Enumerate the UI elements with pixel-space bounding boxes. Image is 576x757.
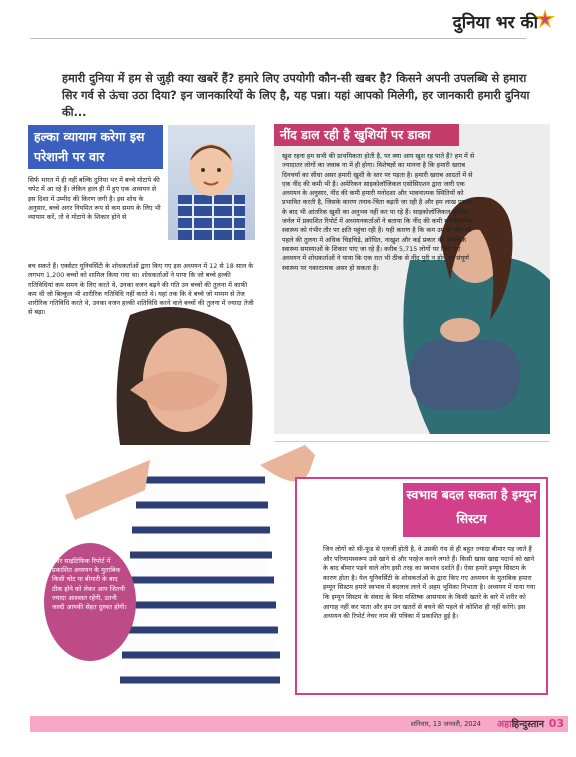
article-pink-body: जिन लोगों को सी-फूड से एलर्जी होती है, वे उसकी गंध से ही बहुत ज्यादा बीमार पड़ जाते हैं और परिणामस्वरूप उसे खाने से और परहेज करने लगते हैं। किसी खास खाद्य पदार्थ को खाने के बाद बीमार पड़ने वाले लोग इसी तरह का स्वभाव दर्शाते हैं। ऐसा हमारे इम्यून सिस्टम के कारण होता है। येल यूनिवर्सिटी के शोधकर्ताओं के द्वारा किए गए अध्ययन के मुताबिक हमारा इम्यून सिस्टम हमारे स्वभाव में बदलाव लाने में अहम भूमिका निभाता है। अध्ययन में पाया गया कि इम्यून सिस्टम के संवाद के बिना मस्तिष्क आसपास के किसी खतरे के बारे में शरीर को आगाह नहीं कर पाता और हम उन खतरों से बचने की पहले से कोशिश ही नहीं करेंगे। इस अध्ययन की रिपोर्ट नेचर नाम की पत्रिका में प्रकाशित हुई है। <box>323 545 536 621</box>
footer-bar <box>30 716 568 732</box>
article-right-title: नींद डाल रही है खुशियों पर डाका <box>274 124 459 146</box>
header-divider <box>30 38 526 39</box>
footer-date: शनिवार, 13 जनवरी, 2024 <box>410 720 481 728</box>
callout-circle: नेचर साइंटिफिक रिपोर्ट में प्रकाशित अध्ययन के मुताबिक किसी चोट या बीमारी के बाद ठीक होने को लेकर आप जितनी ज्यादा आश्वस्त रहेंगी, उतनी जल्दी आपकी सेहत दुरुस्त होगी। <box>44 543 136 661</box>
star-logo-icon <box>534 8 556 30</box>
article-left-title: हल्का व्यायाम करेगा इस परेशानी पर वार <box>28 125 163 169</box>
boy-photo <box>168 125 255 240</box>
footer-paper: हिन्दुस्तान <box>511 719 544 730</box>
article-left-body-bottom: बच सकते हैं। एक्सेटर यूनिवर्सिटी के शोधकर्ताओं द्वारा किए गए इस अध्ययन में 12 से 18 साल के लगभग 1,200 बच्चों को शामिल किया गया था। शोधकर्ताओं ने पाया कि जो बच्चे हल्की गतिविधियां कम समय के लिए करते थे, उनका वजन बढ़ने की गति उन बच्चों की तुलना में काफी कम थी जो बिल्कुल भी शारीरिक गतिविधि नहीं करते थे। यहां तक कि वे बच्चे जो मध्यम से तेज शारीरिक गतिविधि करते थे, उनका वजन हल्की शतिविधि करने वाले बच्चों की तुलना में ज्यादा तेजी से बढ़ा। <box>28 262 254 317</box>
footer-brand: अहा! <box>496 719 516 730</box>
article-right-body: खुश रहना हम सभी की प्राथमिकता होती है, पर क्या आप खुश रह पाते हैं? हम में से ज्यादातर लोगों का जवाब ना में ही होगा। विशेषज्ञों का मानना है कि हमारी खराब दिनचर्या का सीधा असर हमारी खुशी के स्तर पर पड़ता है। हमारी खराब आदतों में से एक नींद की कमी भी है। अमेरिकन साइकोलॉजिकल एसोसिएशन द्वारा जारी एक अध्ययन के अनुसार, नींद की कमी हमारी मनोदशा और भावनात्मक स्थितियों को प्रभावित करती है, जिसके कारण तनाव-चिंता बढ़ती जा रही है और हम लाख प्रयास के बाद भी आंतरिक खुशी का अनुभव नहीं कर पा रहे हैं। साइकोलॉजिकल बुलेटिन जर्नल में प्रकाशित रिपोर्ट में अध्ययनकर्ताओं ने बताया कि नींद की कमी मनोवैज्ञानिक स्वास्थ्य को गंभीर तौर पर क्षति पहुंचा रही है। यही कारण है कि कम उम्र के लोग भी पहले की तुलना में अधिक चिड़चिड़े, क्रोधित, नाखुश और कई प्रकार की मानसिक स्वास्थ्य समस्याओं के शिकार पाए जा रहे हैं। करीब 5,715 लोगों पर किए गए अध्ययन में शोधकर्ताओं ने पाया कि एक रात भी ठीक से नींद पूरी न होने का संपूर्ण स्वास्थ्य पर नकारात्मक असर हो सकता है। <box>282 152 475 272</box>
article-pink-title: स्वभाव बदल सकता है इम्यून सिस्टम <box>403 483 540 537</box>
intro-text: हमारी दुनिया में हम से जुड़ी क्या खबरें हैं? हमारे लिए उपयोगी कौन-सी खबर है? किसने अपनी उपलब्धि से हमारा सिर गर्व से ऊंचा उठा दिया? इन जानकारियों के लिए है, यह पन्ना। यहां आपको मिलेगी, हर जानकारी हमारी दुनिया की... <box>62 72 530 119</box>
section-title: दुनिया भर की <box>452 13 538 33</box>
page-number: 03 <box>548 717 564 730</box>
article-left-body-top: सिर्फ भारत में ही नहीं बल्कि दुनिया भर में बच्चे मोटापे की चपेट में आ रहे हैं। लेकिन हाल ही में हुए एक अध्ययन से इस दिशा में उम्मीद की किरण जगी है। इस शोध के अनुसार, बच्चे अगर नियमित रूप से कम समय के लिए भी व्यायाम करें, तो वे मोटापे के शिकार होने से <box>28 176 161 222</box>
